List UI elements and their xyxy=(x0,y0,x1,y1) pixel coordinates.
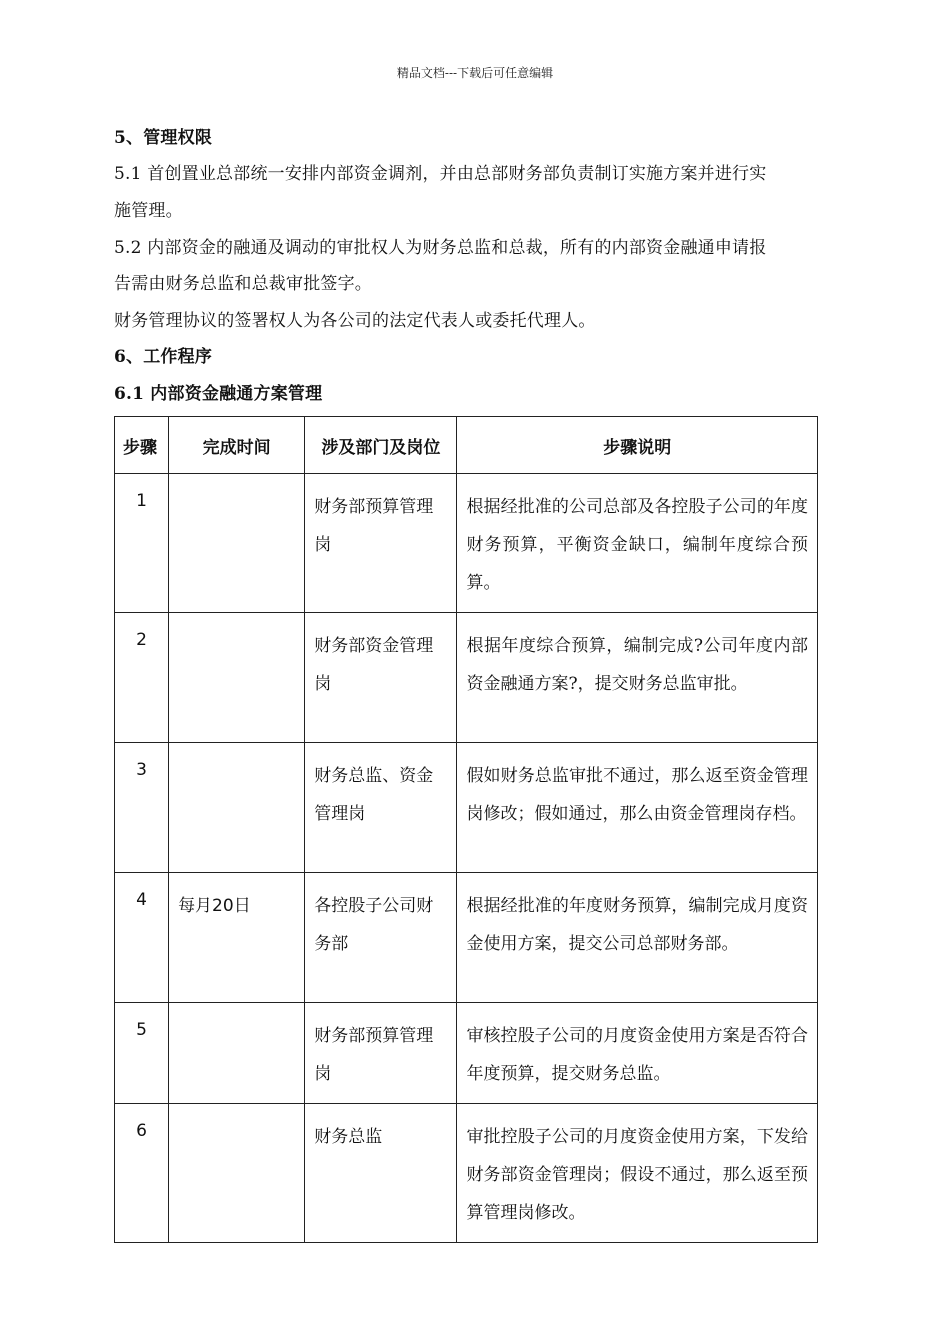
table-row xyxy=(115,1003,818,1104)
dept-cell: 财务部资金管理岗 xyxy=(305,613,457,743)
step-cell: 5 xyxy=(115,1003,169,1104)
time-cell: 每月20日 xyxy=(169,873,305,1003)
table-row xyxy=(115,1104,818,1243)
table-header-row xyxy=(115,417,818,474)
table-row xyxy=(115,474,818,613)
time-cell xyxy=(169,474,305,613)
step-cell: 6 xyxy=(115,1104,169,1243)
header-dept: 涉及部门及岗位 xyxy=(305,417,457,474)
desc-cell: 根据年度综合预算，编制完成?公司年度内部资金融通方案?，提交财务总监审批。 xyxy=(457,613,818,743)
paragraph-5-1-line-1: 5.1 首创置业总部统一安排内部资金调剂，并由总部财务部负责制订实施方案并进行实 xyxy=(114,164,767,184)
section-heading-6-1: 6.1 内部资金融通方案管理 xyxy=(114,384,323,404)
dept-cell: 财务总监、资金管理岗 xyxy=(305,743,457,873)
header-time: 完成时间 xyxy=(169,417,305,474)
desc-cell: 根据经批准的公司总部及各控股子公司的年度财务预算，平衡资金缺口，编制年度综合预算。 xyxy=(457,474,818,613)
dept-cell: 财务总监 xyxy=(305,1104,457,1243)
header-step: 步骤 xyxy=(115,417,169,474)
table-row xyxy=(115,743,818,873)
paragraph-5-2-line-1: 5.2 内部资金的融通及调动的审批权人为财务总监和总裁，所有的内部资金融通申请报 xyxy=(114,238,767,258)
paragraph-signing: 财务管理协议的签署权人为各公司的法定代表人或委托代理人。 xyxy=(114,311,596,331)
step-cell: 2 xyxy=(115,613,169,743)
section-heading-6: 6、工作程序 xyxy=(114,347,213,367)
step-cell: 4 xyxy=(115,873,169,1003)
time-cell xyxy=(169,743,305,873)
dept-cell: 各控股子公司财务部 xyxy=(305,873,457,1003)
header-desc: 步骤说明 xyxy=(457,417,818,474)
paragraph-5-1-line-2: 施管理。 xyxy=(114,201,183,221)
section-heading-5: 5、管理权限 xyxy=(114,128,213,148)
dept-cell: 财务部预算管理岗 xyxy=(305,1003,457,1104)
time-cell xyxy=(169,613,305,743)
desc-cell: 审核控股子公司的月度资金使用方案是否符合年度预算，提交财务总监。 xyxy=(457,1003,818,1104)
procedure-table xyxy=(114,416,818,1243)
table-row xyxy=(115,613,818,743)
table-row xyxy=(115,873,818,1003)
time-cell xyxy=(169,1003,305,1104)
page-header: 精品文档---下载后可任意编辑 xyxy=(396,66,554,80)
dept-cell: 财务部预算管理岗 xyxy=(305,474,457,613)
time-cell xyxy=(169,1104,305,1243)
step-cell: 3 xyxy=(115,743,169,873)
desc-cell: 根据经批准的年度财务预算，编制完成月度资金使用方案，提交公司总部财务部。 xyxy=(457,873,818,1003)
step-cell: 1 xyxy=(115,474,169,613)
paragraph-5-2-line-2: 告需由财务总监和总裁审批签字。 xyxy=(114,274,372,294)
desc-cell: 假如财务总监审批不通过，那么返至资金管理岗修改；假如通过，那么由资金管理岗存档。 xyxy=(457,743,818,873)
desc-cell: 审批控股子公司的月度资金使用方案，下发给财务部资金管理岗；假设不通过，那么返至预算管理岗修改。 xyxy=(457,1104,818,1243)
